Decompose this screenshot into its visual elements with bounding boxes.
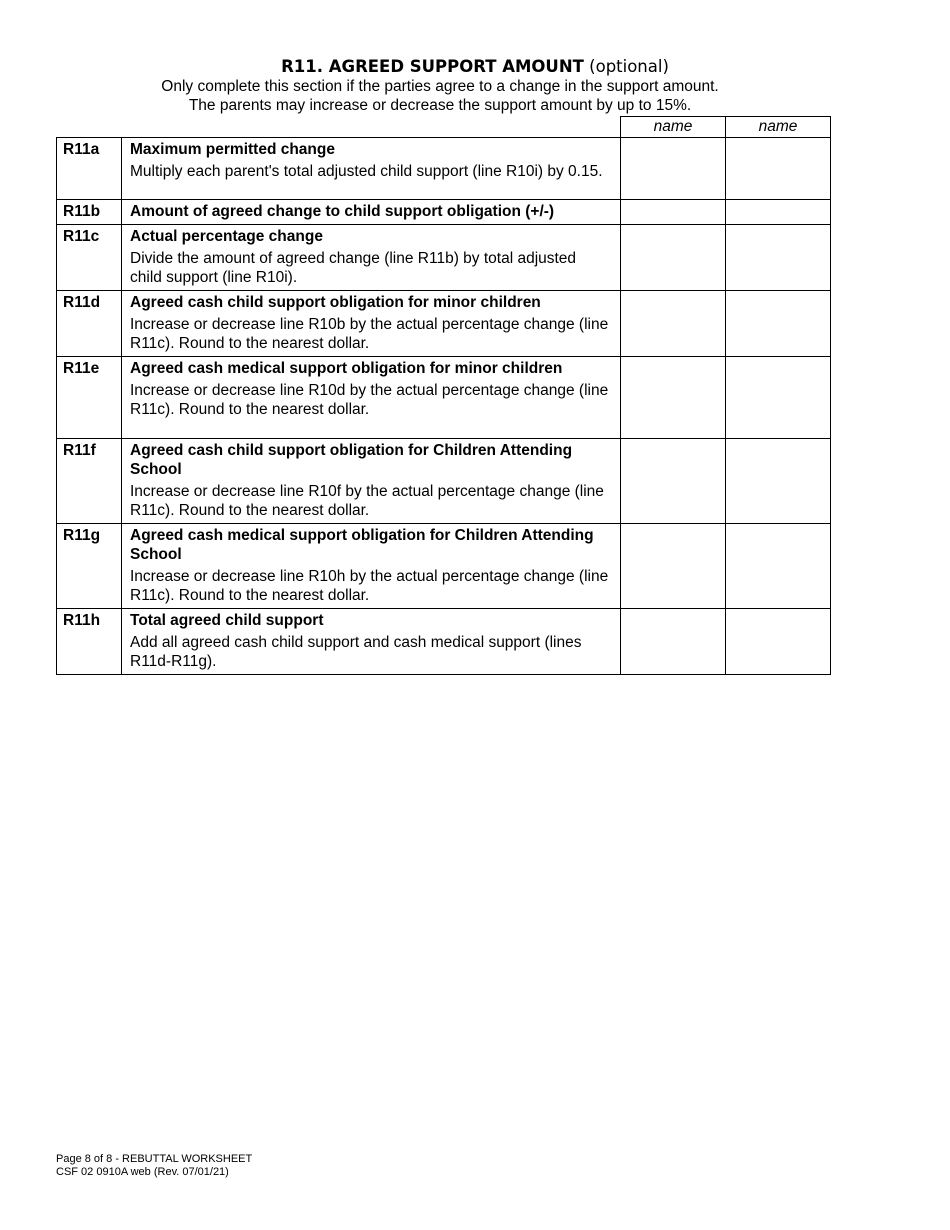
instructions-line-1: Only complete this section if the parties agree to a change in the support amount. xyxy=(161,78,719,95)
line-instructions: Divide the amount of agreed change (line R11b) by total adjusted child support (line R10i). xyxy=(130,250,577,286)
amount-field-parent-2[interactable] xyxy=(726,439,831,524)
table-row xyxy=(57,200,831,225)
line-code: R11a xyxy=(57,138,122,200)
section-title-bold: R11. AGREED SUPPORT AMOUNT xyxy=(281,57,584,76)
line-instructions: Increase or decrease line R10b by the actual percentage change (line R11c). Round to the nearest dollar. xyxy=(130,316,609,352)
amount-field-parent-2[interactable] xyxy=(726,524,831,609)
line-instructions: Increase or decrease line R10h by the actual percentage change (line R11c). Round to the nearest dollar. xyxy=(130,568,609,604)
table-row xyxy=(57,225,831,291)
line-label: Maximum permitted change xyxy=(130,141,335,158)
agreed-support-table xyxy=(56,116,831,675)
line-description xyxy=(122,439,621,524)
amount-field-parent-2[interactable] xyxy=(726,138,831,200)
amount-field-parent-2[interactable] xyxy=(726,357,831,439)
line-description xyxy=(122,200,621,225)
column-header-parent-2: name xyxy=(726,117,831,138)
header-blank xyxy=(57,117,621,138)
line-code: R11e xyxy=(57,357,122,439)
line-label: Actual percentage change xyxy=(130,228,323,245)
line-instructions: Multiply each parent's total adjusted child support (line R10i) by 0.15. xyxy=(130,163,603,180)
footer-page-info: Page 8 of 8 - REBUTTAL WORKSHEET xyxy=(56,1153,253,1165)
line-code: R11h xyxy=(57,609,122,675)
line-label: Agreed cash child support obligation for Children Attending School xyxy=(130,442,573,478)
line-description xyxy=(122,138,621,200)
line-code: R11f xyxy=(57,439,122,524)
line-label: Total agreed child support xyxy=(130,612,324,629)
page-footer xyxy=(56,1153,252,1179)
line-label: Amount of agreed change to child support obligation (+/-) xyxy=(130,203,555,220)
section-title xyxy=(0,57,950,77)
table-row xyxy=(57,357,831,439)
amount-field-parent-1[interactable] xyxy=(621,225,726,291)
line-label: Agreed cash medical support obligation for Children Attending School xyxy=(130,527,594,563)
line-description xyxy=(122,524,621,609)
table-row xyxy=(57,439,831,524)
line-description xyxy=(122,357,621,439)
line-code: R11d xyxy=(57,291,122,357)
amount-field-parent-1[interactable] xyxy=(621,357,726,439)
amount-field-parent-1[interactable] xyxy=(621,200,726,225)
table-row xyxy=(57,291,831,357)
header-row xyxy=(57,117,831,138)
amount-field-parent-2[interactable] xyxy=(726,609,831,675)
section-title-note: (optional) xyxy=(589,57,669,76)
line-description xyxy=(122,291,621,357)
amount-field-parent-1[interactable] xyxy=(621,138,726,200)
line-code: R11g xyxy=(57,524,122,609)
amount-field-parent-1[interactable] xyxy=(621,291,726,357)
line-description xyxy=(122,609,621,675)
amount-field-parent-1[interactable] xyxy=(621,524,726,609)
line-code: R11b xyxy=(57,200,122,225)
column-header-parent-1: name xyxy=(621,117,726,138)
footer-form-id: CSF 02 0910A web (Rev. 07/01/21) xyxy=(56,1166,229,1178)
line-instructions: Add all agreed cash child support and cash medical support (lines R11d-R11g). xyxy=(130,634,582,670)
line-label: Agreed cash child support obligation for minor children xyxy=(130,294,541,311)
amount-field-parent-1[interactable] xyxy=(621,439,726,524)
line-description xyxy=(122,225,621,291)
amount-field-parent-2[interactable] xyxy=(726,291,831,357)
line-instructions: Increase or decrease line R10d by the actual percentage change (line R11c). Round to the nearest dollar. xyxy=(130,382,609,418)
table-row xyxy=(57,524,831,609)
line-code: R11c xyxy=(57,225,122,291)
table-row xyxy=(57,138,831,200)
amount-field-parent-2[interactable] xyxy=(726,225,831,291)
amount-field-parent-1[interactable] xyxy=(621,609,726,675)
line-label: Agreed cash medical support obligation for minor children xyxy=(130,360,563,377)
amount-field-parent-2[interactable] xyxy=(726,200,831,225)
instructions-line-2: The parents may increase or decrease the support amount by up to 15%. xyxy=(188,97,692,114)
line-instructions: Increase or decrease line R10f by the actual percentage change (line R11c). Round to the nearest dollar. xyxy=(130,483,604,519)
table-row xyxy=(57,609,831,675)
